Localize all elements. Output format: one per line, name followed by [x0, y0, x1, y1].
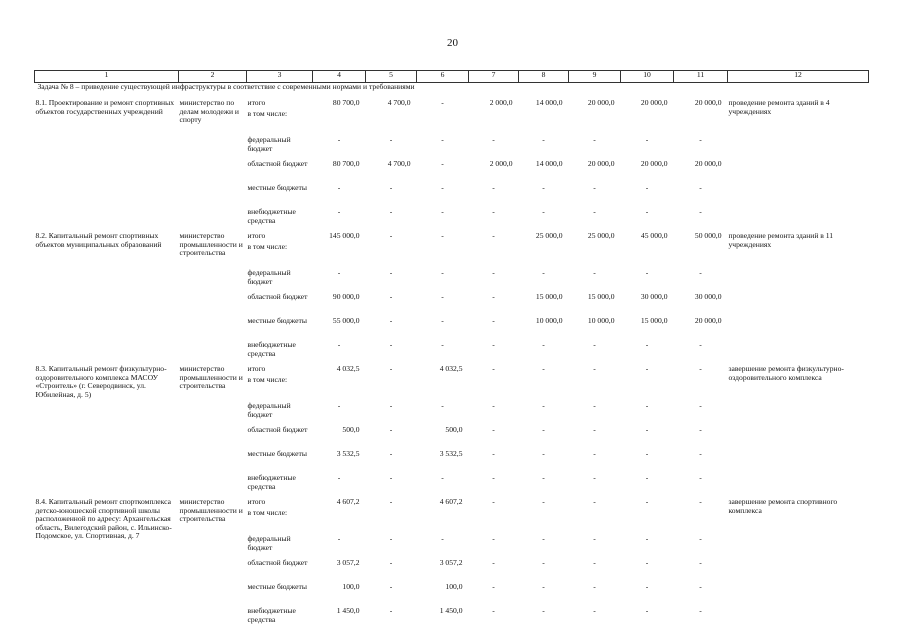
amount-cell: - — [542, 474, 545, 482]
amount-cell — [621, 509, 674, 535]
amount-cell — [366, 243, 417, 269]
amount-cell: - — [441, 208, 444, 216]
amount-cell: - — [645, 365, 649, 373]
task-title: Задача № 8 – приведение существующей инфраструктуры в соответствие с современными нормами и требованиями — [37, 82, 415, 91]
amount-cell: - — [389, 426, 393, 434]
amount-cell — [674, 243, 728, 269]
amount-cell: - — [593, 583, 596, 591]
amount-cell: - — [699, 208, 702, 216]
amount-cell — [569, 509, 621, 535]
amount-cell: 45 000,0 — [640, 232, 668, 240]
amount-cell — [674, 376, 728, 402]
funding-source-label: в том числе: — [247, 110, 288, 118]
funding-source-label: внебюджетные средства — [247, 208, 296, 225]
amount-cell: - — [441, 184, 444, 192]
amount-cell: 3 057,2 — [439, 559, 463, 567]
amount-cell: 50 000,0 — [694, 232, 722, 240]
amount-cell: - — [389, 583, 393, 591]
section-result: завершение ремонта спортивного комплекса — [728, 498, 838, 515]
amount-cell: 4 032,5 — [336, 365, 360, 373]
amount-cell: - — [699, 498, 702, 506]
amount-cell — [569, 243, 621, 269]
amount-cell: 20 000,0 — [640, 99, 668, 107]
amount-cell: - — [593, 269, 596, 277]
section-total-row — [35, 498, 869, 509]
amount-cell: - — [593, 559, 596, 567]
amount-cell: - — [492, 293, 495, 301]
amount-cell: - — [441, 341, 444, 349]
page-number: 20 — [447, 37, 458, 49]
funding-source-label: внебюджетные средства — [247, 474, 296, 491]
amount-cell: - — [441, 136, 444, 144]
amount-cell — [519, 243, 569, 269]
funding-source-label: местные бюджеты — [247, 184, 307, 192]
program-table — [34, 70, 869, 631]
amount-cell: 20 000,0 — [694, 160, 722, 168]
table-body — [35, 71, 869, 632]
amount-cell — [569, 376, 621, 402]
amount-cell: - — [699, 341, 702, 349]
amount-cell — [621, 243, 674, 269]
section-title: 8.3. Капитальный ремонт физкультурно-оздоровительного комплекса МАСОУ «Строитель» (г. Северодвинск, ул. Юбилейная, д. 5) — [35, 365, 167, 399]
column-number-header — [35, 71, 869, 83]
amount-cell: - — [492, 365, 495, 373]
amount-cell: - — [645, 450, 649, 458]
funding-source-label: федеральный бюджет — [247, 269, 291, 286]
amount-cell: - — [337, 535, 341, 543]
amount-cell: - — [699, 136, 702, 144]
amount-cell: - — [389, 607, 393, 615]
header-cell: 8 — [519, 71, 569, 83]
amount-cell: - — [389, 293, 393, 301]
amount-cell: - — [492, 402, 495, 410]
amount-cell — [469, 509, 519, 535]
section-title: 8.2. Капитальный ремонт спортивных объектов муниципальных образований — [35, 232, 162, 249]
amount-cell: - — [441, 317, 444, 325]
amount-cell — [417, 243, 469, 269]
amount-cell: 4 607,2 — [336, 498, 360, 506]
amount-cell: - — [645, 474, 649, 482]
amount-cell: - — [645, 607, 649, 615]
amount-cell — [366, 376, 417, 402]
amount-cell: - — [645, 559, 649, 567]
amount-cell: - — [645, 136, 649, 144]
amount-cell: - — [593, 535, 596, 543]
amount-cell: - — [542, 365, 545, 373]
amount-cell — [519, 376, 569, 402]
amount-cell: 100,0 — [445, 583, 463, 591]
amount-cell — [469, 110, 519, 136]
amount-cell: 15 000,0 — [640, 317, 668, 325]
amount-cell: - — [389, 474, 393, 482]
amount-cell: 80 700,0 — [332, 160, 360, 168]
amount-cell: 14 000,0 — [535, 99, 563, 107]
amount-cell: - — [699, 559, 702, 567]
header-cell: 6 — [417, 71, 469, 83]
amount-cell: - — [492, 535, 495, 543]
amount-cell: - — [699, 583, 702, 591]
amount-cell: - — [645, 184, 649, 192]
amount-cell: - — [389, 136, 393, 144]
amount-cell: - — [492, 559, 495, 567]
amount-cell: - — [699, 450, 702, 458]
amount-cell: - — [389, 184, 393, 192]
amount-cell: - — [337, 184, 341, 192]
funding-source-label: внебюджетные средства — [247, 341, 296, 358]
amount-cell: - — [542, 450, 545, 458]
amount-cell: - — [337, 402, 341, 410]
amount-cell: 15 000,0 — [535, 293, 563, 301]
funding-source-label: в том числе: — [247, 509, 288, 517]
amount-cell: 20 000,0 — [694, 317, 722, 325]
funding-source-label: областной бюджет — [247, 559, 308, 567]
funding-source-label: федеральный бюджет — [247, 535, 291, 552]
amount-cell: 100,0 — [342, 583, 360, 591]
header-cell: 2 — [179, 71, 247, 83]
section-result: завершение ремонта физкультурно-оздоровительного комплекса — [728, 365, 844, 382]
amount-cell — [313, 243, 366, 269]
amount-cell: - — [492, 317, 495, 325]
section-title: 8.1. Проектирование и ремонт спортивных объектов государственных учреждений — [35, 99, 175, 116]
header-cell: 3 — [247, 71, 313, 83]
amount-cell: 3 532,5 — [439, 450, 463, 458]
amount-cell: - — [441, 269, 444, 277]
amount-cell: 3 057,2 — [336, 559, 360, 567]
amount-cell: - — [542, 607, 545, 615]
amount-cell — [674, 110, 728, 136]
amount-cell: - — [441, 535, 444, 543]
amount-cell: - — [699, 269, 702, 277]
amount-cell: 55 000,0 — [332, 317, 360, 325]
amount-cell: - — [593, 450, 596, 458]
amount-cell — [313, 509, 366, 535]
funding-source-label: внебюджетные средства — [247, 607, 296, 624]
amount-cell: 500,0 — [445, 426, 463, 434]
amount-cell: - — [699, 184, 702, 192]
amount-cell: - — [492, 232, 495, 240]
amount-cell: - — [593, 474, 596, 482]
amount-cell: - — [337, 474, 341, 482]
amount-cell: - — [389, 450, 393, 458]
amount-cell: 1 450,0 — [336, 607, 360, 615]
amount-cell: - — [593, 498, 596, 506]
amount-cell: - — [593, 341, 596, 349]
amount-cell: - — [389, 402, 393, 410]
amount-cell: - — [542, 402, 545, 410]
amount-cell: - — [389, 269, 393, 277]
amount-cell: - — [645, 535, 649, 543]
amount-cell: - — [542, 426, 545, 434]
funding-source-label: итого — [247, 365, 266, 373]
amount-cell — [621, 110, 674, 136]
amount-cell: - — [389, 535, 393, 543]
amount-cell: - — [645, 269, 649, 277]
amount-cell: - — [699, 535, 702, 543]
amount-cell: - — [542, 184, 545, 192]
amount-cell: - — [337, 136, 341, 144]
amount-cell — [469, 376, 519, 402]
amount-cell — [674, 509, 728, 535]
amount-cell: - — [389, 559, 393, 567]
amount-cell: - — [593, 208, 596, 216]
amount-cell: - — [645, 402, 649, 410]
amount-cell: 10 000,0 — [587, 317, 615, 325]
amount-cell: - — [441, 293, 444, 301]
amount-cell: - — [389, 232, 393, 240]
funding-source-label: в том числе: — [247, 243, 288, 251]
amount-cell — [313, 110, 366, 136]
amount-cell: - — [699, 474, 702, 482]
amount-cell: 145 000,0 — [329, 232, 360, 240]
header-cell: 11 — [674, 71, 728, 83]
amount-cell: - — [337, 341, 341, 349]
header-cell: 5 — [366, 71, 417, 83]
amount-cell: - — [492, 136, 495, 144]
amount-cell: - — [492, 607, 495, 615]
amount-cell: - — [542, 559, 545, 567]
amount-cell: 90 000,0 — [332, 293, 360, 301]
amount-cell: - — [542, 208, 545, 216]
amount-cell: - — [699, 402, 702, 410]
amount-cell: - — [492, 341, 495, 349]
amount-cell: 25 000,0 — [587, 232, 615, 240]
amount-cell: 10 000,0 — [535, 317, 563, 325]
amount-cell: - — [389, 341, 393, 349]
header-cell: 4 — [313, 71, 366, 83]
funding-source-label: в том числе: — [247, 376, 288, 384]
amount-cell: - — [542, 136, 545, 144]
amount-cell: - — [593, 184, 596, 192]
amount-cell: - — [389, 317, 393, 325]
funding-source-label: областной бюджет — [247, 160, 308, 168]
amount-cell — [417, 509, 469, 535]
amount-cell: - — [337, 269, 341, 277]
amount-cell: 3 532,5 — [336, 450, 360, 458]
task-row — [35, 83, 869, 100]
amount-cell: - — [645, 341, 649, 349]
amount-cell: 4 700,0 — [387, 99, 411, 107]
amount-cell: - — [542, 535, 545, 543]
amount-cell: - — [492, 450, 495, 458]
section-executor: министерство по делам молодежи и спорту — [179, 99, 239, 125]
amount-cell: 4 607,2 — [439, 498, 463, 506]
amount-cell: 2 000,0 — [489, 99, 513, 107]
amount-cell: - — [492, 583, 495, 591]
header-cell: 1 — [35, 71, 179, 83]
amount-cell: - — [389, 208, 393, 216]
amount-cell: - — [645, 583, 649, 591]
section-executor: министерство промышленности и строительства — [179, 498, 243, 524]
header-cell: 10 — [621, 71, 674, 83]
funding-source-label: областной бюджет — [247, 293, 308, 301]
amount-cell: - — [492, 426, 495, 434]
amount-cell: - — [389, 498, 393, 506]
amount-cell: 80 700,0 — [332, 99, 360, 107]
funding-source-label: итого — [247, 99, 266, 107]
amount-cell: - — [441, 474, 444, 482]
funding-source-label: итого — [247, 498, 266, 506]
amount-cell: - — [542, 583, 545, 591]
amount-cell: 30 000,0 — [640, 293, 668, 301]
amount-cell: - — [593, 426, 596, 434]
funding-source-label: местные бюджеты — [247, 317, 307, 325]
amount-cell: - — [593, 136, 596, 144]
amount-cell: 2 000,0 — [489, 160, 513, 168]
section-total-row — [35, 99, 869, 110]
amount-cell: 14 000,0 — [535, 160, 563, 168]
amount-cell — [366, 110, 417, 136]
amount-cell: 1 450,0 — [439, 607, 463, 615]
amount-cell: 20 000,0 — [587, 160, 615, 168]
amount-cell: - — [441, 402, 444, 410]
amount-cell: 500,0 — [342, 426, 360, 434]
amount-cell — [417, 376, 469, 402]
section-result: проведение ремонта зданий в 4 учреждениях — [728, 99, 830, 116]
section-result: проведение ремонта зданий в 11 учреждениях — [728, 232, 834, 249]
amount-cell: - — [593, 365, 596, 373]
amount-cell: - — [492, 474, 495, 482]
amount-cell: - — [699, 607, 702, 615]
amount-cell: - — [441, 160, 444, 168]
amount-cell: - — [645, 426, 649, 434]
amount-cell — [569, 110, 621, 136]
amount-cell: 20 000,0 — [640, 160, 668, 168]
amount-cell: 15 000,0 — [587, 293, 615, 301]
header-cell: 12 — [728, 71, 869, 83]
section-title: 8.4. Капитальный ремонт спорткомплекса детско-юношеской спортивной школы расположенной по адресу: Архангельская область, Вилегодский район, с. Ильинско-Подомское, ул. Спортивная, д. 7 — [35, 498, 172, 541]
amount-cell: - — [492, 208, 495, 216]
amount-cell: 20 000,0 — [587, 99, 615, 107]
amount-cell — [519, 509, 569, 535]
header-cell: 9 — [569, 71, 621, 83]
amount-cell: - — [542, 498, 545, 506]
amount-cell — [366, 509, 417, 535]
funding-source-label: федеральный бюджет — [247, 136, 291, 153]
amount-cell: - — [699, 426, 702, 434]
amount-cell: - — [492, 269, 495, 277]
amount-cell — [417, 110, 469, 136]
amount-cell: - — [542, 341, 545, 349]
amount-cell: 4 700,0 — [387, 160, 411, 168]
section-total-row — [35, 365, 869, 376]
funding-source-label: местные бюджеты — [247, 450, 307, 458]
amount-cell: - — [593, 402, 596, 410]
amount-cell: - — [337, 208, 341, 216]
amount-cell: - — [542, 269, 545, 277]
section-executor: министерство промышленности и строительства — [179, 365, 243, 391]
amount-cell: 20 000,0 — [694, 99, 722, 107]
funding-source-label: областной бюджет — [247, 426, 308, 434]
amount-cell: - — [441, 99, 444, 107]
section-total-row — [35, 232, 869, 243]
amount-cell — [519, 110, 569, 136]
amount-cell: - — [645, 208, 649, 216]
amount-cell: - — [441, 232, 444, 240]
amount-cell: - — [699, 365, 702, 373]
header-cell: 7 — [469, 71, 519, 83]
funding-source-label: итого — [247, 232, 266, 240]
amount-cell: 4 032,5 — [439, 365, 463, 373]
amount-cell — [469, 243, 519, 269]
funding-source-label: федеральный бюджет — [247, 402, 291, 419]
amount-cell: - — [593, 607, 596, 615]
funding-source-label: местные бюджеты — [247, 583, 307, 591]
amount-cell: - — [492, 184, 495, 192]
amount-cell — [621, 376, 674, 402]
section-executor: министерство промышленности и строительства — [179, 232, 243, 258]
amount-cell: - — [645, 498, 649, 506]
amount-cell: - — [492, 498, 495, 506]
amount-cell — [313, 376, 366, 402]
amount-cell: - — [389, 365, 393, 373]
amount-cell: 25 000,0 — [535, 232, 563, 240]
amount-cell: 30 000,0 — [694, 293, 722, 301]
